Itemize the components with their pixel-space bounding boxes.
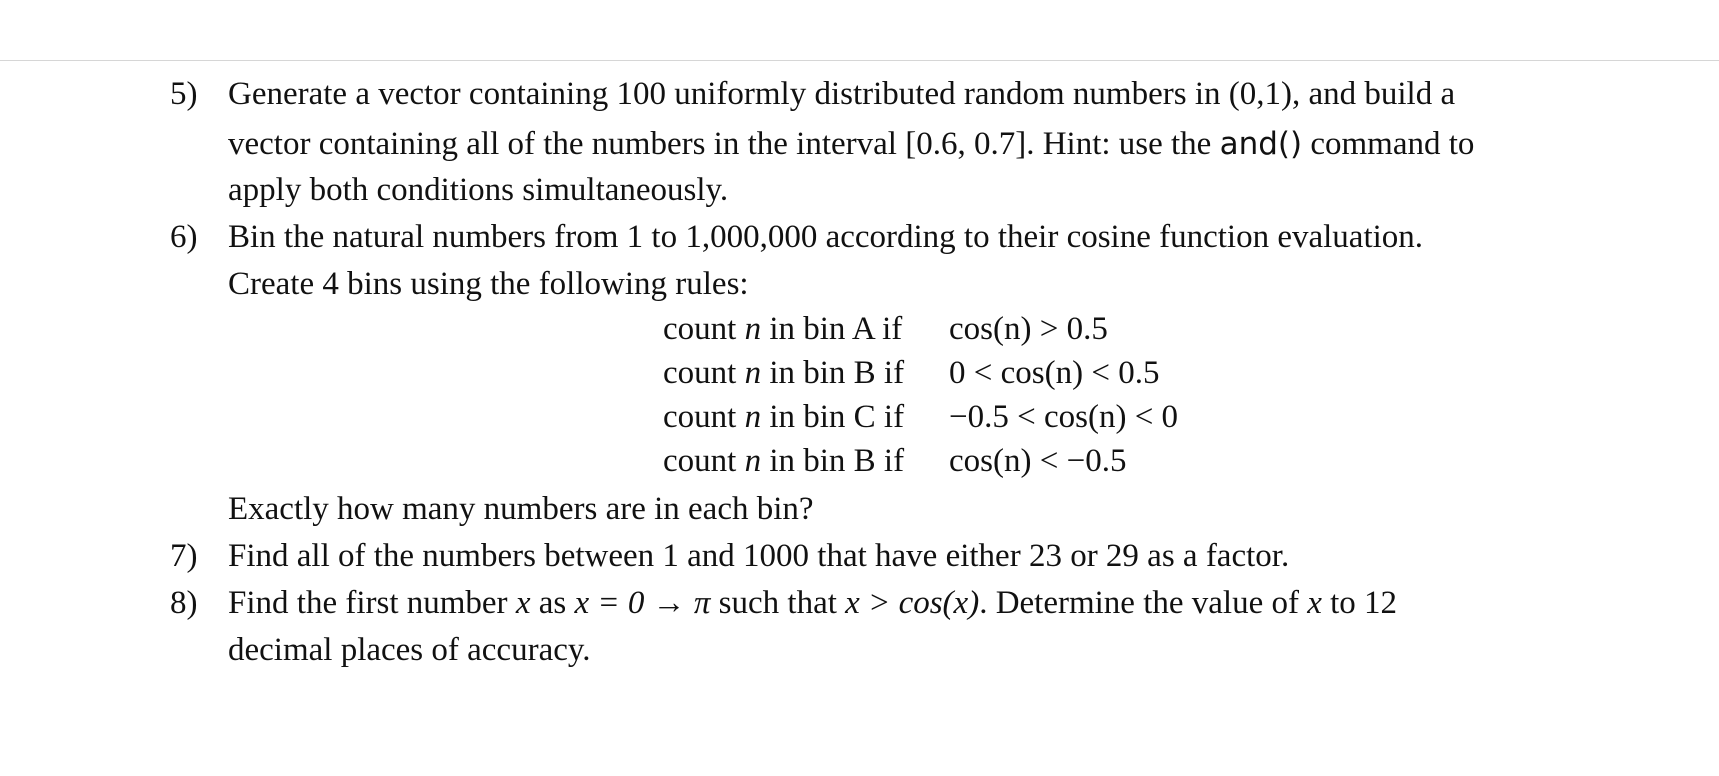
item-8-text-a: Find the first number <box>228 585 516 621</box>
item-8-var-x2: x <box>1307 585 1322 621</box>
item-7-number: 7) <box>170 538 198 574</box>
item-6-number: 6) <box>170 219 198 255</box>
item-8-text-e: to 12 <box>1321 585 1398 621</box>
item-8-inequality: x > cos(x) <box>845 585 980 621</box>
item-5-number: 5) <box>170 76 198 112</box>
item-6-line-1: Bin the natural numbers from 1 to 1,000,000 according to their cosine function evaluation. <box>228 219 1424 255</box>
rule-d-label-pre: count <box>663 443 745 479</box>
rule-b-condition: 0 < cos(n) < 0.5 <box>949 355 1160 391</box>
rule-d-var: n <box>744 443 762 479</box>
item-6-closing: Exactly how many numbers are in each bin? <box>228 491 814 527</box>
item-5-line-2 <box>228 124 1474 164</box>
item-8-text-d: . Determine the value of <box>979 585 1308 621</box>
item-8-var-x1: x <box>515 585 531 621</box>
rule-c-label-pre: count <box>663 399 745 435</box>
item-5-line-2-end: command to <box>1302 126 1475 162</box>
and-command-code: and() <box>1219 126 1303 162</box>
rule-c-var: n <box>744 399 762 435</box>
rule-d-condition: cos(n) < −0.5 <box>949 443 1127 479</box>
item-8-number: 8) <box>170 585 198 621</box>
rule-a-label-post: in bin A if <box>761 311 903 347</box>
rule-c-label-post: in bin C if <box>761 399 905 435</box>
rule-d-label-post: in bin B if <box>761 443 905 479</box>
item-8-line-1 <box>228 583 1397 623</box>
item-8-range: x = 0 → π <box>574 585 711 621</box>
item-6-line-2: Create 4 bins using the following rules: <box>228 266 749 302</box>
rule-a-var: n <box>744 311 762 347</box>
item-5-line-2-text: vector containing all of the numbers in the interval [0.6, 0.7]. Hint: use the <box>228 126 1220 162</box>
item-8-text-c: such that <box>710 585 846 621</box>
item-5-line-3: apply both conditions simultaneously. <box>228 172 729 208</box>
rule-b-label-post: in bin B if <box>761 355 905 391</box>
rule-c-condition: −0.5 < cos(n) < 0 <box>949 399 1179 435</box>
rule-a-condition: cos(n) > 0.5 <box>949 311 1108 347</box>
rule-a-label <box>663 309 902 349</box>
item-7-line-1: Find all of the numbers between 1 and 1000 that have either 23 or 29 as a factor. <box>228 538 1290 574</box>
rule-a-label-pre: count <box>663 311 745 347</box>
item-8-text-b: as <box>530 585 575 621</box>
item-8-line-2: decimal places of accuracy. <box>228 632 591 668</box>
rule-d-label <box>663 441 904 481</box>
item-5-line-1: Generate a vector containing 100 uniformly distributed random numbers in (0,1), and build a <box>228 76 1456 112</box>
rule-b-label-pre: count <box>663 355 745 391</box>
rule-b-var: n <box>744 355 762 391</box>
rule-c-label <box>663 397 904 437</box>
rule-b-label <box>663 353 904 393</box>
